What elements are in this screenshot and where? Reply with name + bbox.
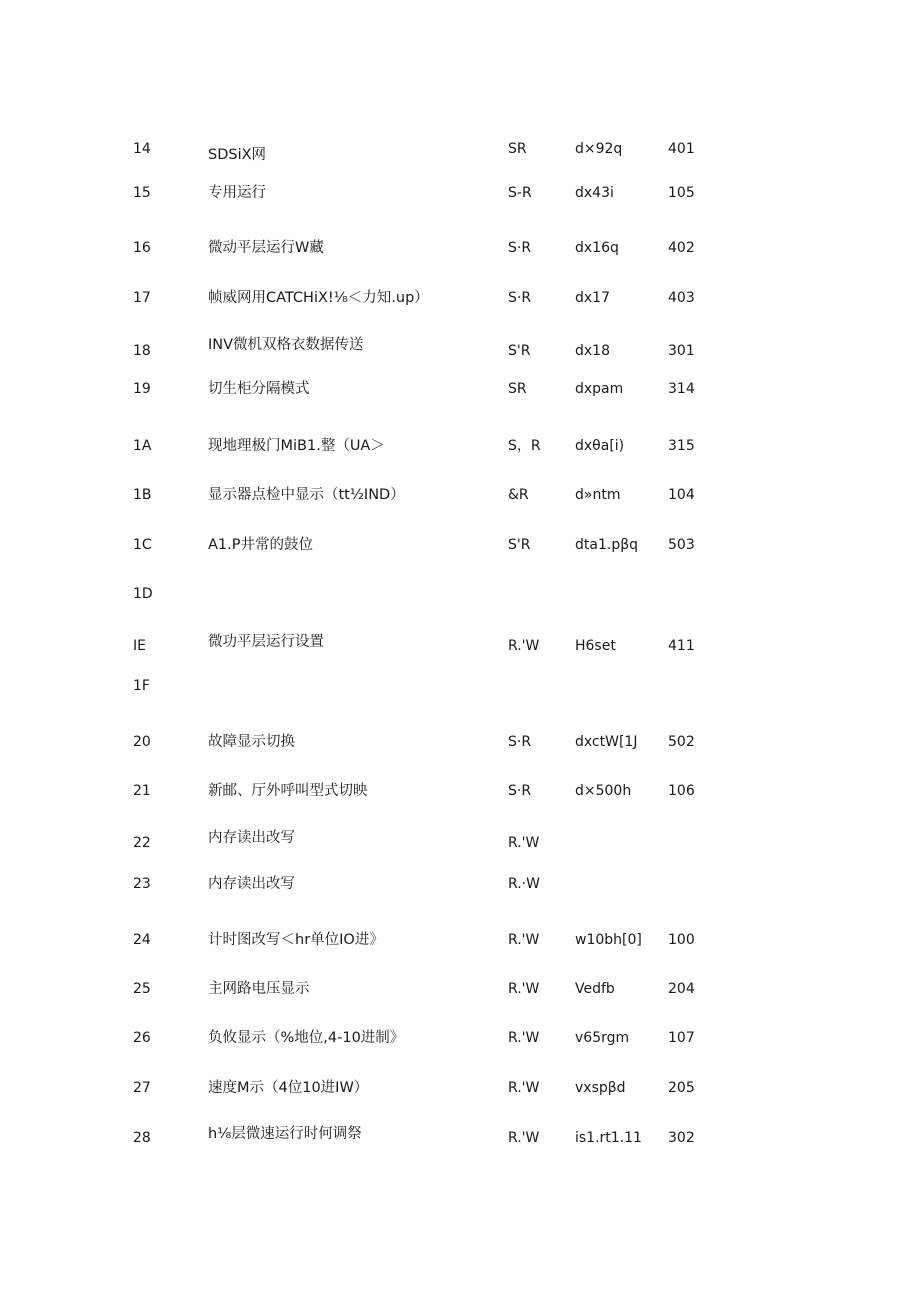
row-code: 16: [133, 240, 151, 256]
row-symbol: v65rgm: [575, 1030, 630, 1046]
row-code: 28: [133, 1130, 151, 1146]
row-number: 100: [668, 932, 695, 948]
row-symbol: d»ntm: [575, 487, 621, 503]
row-access: R.·W: [508, 876, 540, 892]
row-name: h⅛层微速运行时何调祭: [208, 1126, 362, 1142]
table-row: [0, 534, 920, 558]
row-symbol: dta1.pβq: [575, 537, 639, 553]
row-number: 107: [668, 1030, 695, 1046]
row-symbol: d×92q: [575, 141, 623, 157]
table-row: [0, 378, 920, 402]
row-number: 411: [668, 638, 695, 654]
table-row: [0, 334, 920, 358]
row-symbol: dx16q: [575, 240, 619, 256]
row-name: 帧威网用CATCHiX!⅛＜力知.up）: [208, 290, 429, 306]
row-access: R.'W: [508, 638, 540, 654]
table-row: [0, 1124, 920, 1148]
row-number: 403: [668, 290, 695, 306]
row-code: 23: [133, 876, 151, 892]
row-access: S，R: [508, 438, 541, 454]
row-access: R.'W: [508, 1130, 540, 1146]
row-symbol: is1.rt1.11: [575, 1130, 642, 1146]
row-name: SDSiX网: [208, 147, 267, 163]
row-name: 新邮、厅外呼叫型式切映: [208, 783, 368, 799]
row-number: 105: [668, 185, 695, 201]
row-symbol: dxctW[1J: [575, 734, 638, 750]
row-code: 21: [133, 783, 151, 799]
row-code: 15: [133, 185, 151, 201]
table-row: [0, 182, 920, 206]
row-number: 502: [668, 734, 695, 750]
row-code: 25: [133, 981, 151, 997]
row-code: 17: [133, 290, 151, 306]
row-symbol: dxpam: [575, 381, 624, 397]
row-number: 204: [668, 981, 695, 997]
row-name: 内存读出改写: [208, 830, 295, 846]
row-symbol: dxθa[i): [575, 438, 625, 454]
row-access: SR: [508, 141, 527, 157]
row-code: 26: [133, 1030, 151, 1046]
row-access: S·R: [508, 783, 532, 799]
row-access: S'R: [508, 537, 531, 553]
table-row: [0, 828, 920, 852]
row-access: R.'W: [508, 981, 540, 997]
row-access: S-R: [508, 185, 532, 201]
row-access: R.'W: [508, 932, 540, 948]
row-code: 1F: [133, 678, 150, 694]
row-name: 微功平层运行设置: [208, 634, 324, 650]
row-access: S·R: [508, 240, 532, 256]
row-symbol: Vedfb: [575, 981, 615, 997]
row-number: 401: [668, 141, 695, 157]
row-access: R.'W: [508, 1080, 540, 1096]
row-symbol: dx17: [575, 290, 610, 306]
row-access: S'R: [508, 343, 531, 359]
row-access: S·R: [508, 734, 532, 750]
row-number: 315: [668, 438, 695, 454]
table-row: [0, 237, 920, 261]
table-row: [0, 632, 920, 656]
row-name: A1.P井常的鼓位: [208, 537, 313, 553]
table-row: [0, 484, 920, 508]
row-code: 1A: [133, 438, 152, 454]
row-code: 1D: [133, 586, 153, 602]
row-symbol: dx18: [575, 343, 610, 359]
row-name: 微动平层运行W藏: [208, 240, 324, 256]
row-symbol: dx43i: [575, 185, 614, 201]
row-code: 27: [133, 1080, 151, 1096]
table-row: [0, 731, 920, 755]
row-access: SR: [508, 381, 527, 397]
row-name: 现地理极门MiB1.整（UA＞: [208, 438, 385, 454]
row-code: 22: [133, 835, 151, 851]
row-code: 1C: [133, 537, 152, 553]
row-number: 104: [668, 487, 695, 503]
table-row: [0, 287, 920, 311]
row-name: 故障显示切换: [208, 734, 295, 750]
row-access: R.'W: [508, 835, 540, 851]
table-row: [0, 978, 920, 1002]
row-number: 314: [668, 381, 695, 397]
row-name: 专用运行: [208, 185, 266, 201]
row-code: 20: [133, 734, 151, 750]
row-name: 切生柜分隔模式: [208, 381, 310, 397]
row-name: 负攸显示（%地位,4-10进制》: [208, 1030, 405, 1046]
table-row: [0, 1027, 920, 1051]
table-row: [0, 873, 920, 897]
table-row: [0, 583, 920, 607]
table-row: [0, 780, 920, 804]
table-row: [0, 435, 920, 459]
row-name: 主网路电压显示: [208, 981, 310, 997]
row-number: 205: [668, 1080, 695, 1096]
row-symbol: H6set: [575, 638, 616, 654]
row-number: 301: [668, 343, 695, 359]
table-row: [0, 929, 920, 953]
row-symbol: w10bh[0]: [575, 932, 642, 948]
row-number: 106: [668, 783, 695, 799]
row-access: R.'W: [508, 1030, 540, 1046]
row-name: INV微机双格衣数据传送: [208, 337, 364, 353]
row-access: S·R: [508, 290, 532, 306]
row-number: 402: [668, 240, 695, 256]
table-row: [0, 138, 920, 162]
row-access: &R: [508, 487, 529, 503]
row-name: 计时图改写＜hr单位IO进》: [208, 932, 384, 948]
row-name: 速度M示（4位10进IW）: [208, 1080, 369, 1096]
table-row: [0, 675, 920, 699]
row-number: 302: [668, 1130, 695, 1146]
row-code: 19: [133, 381, 151, 397]
table-row: [0, 1077, 920, 1101]
row-code: 24: [133, 932, 151, 948]
row-code: 1B: [133, 487, 152, 503]
row-symbol: d×500h: [575, 783, 632, 799]
row-name: 显示器点检中显示（tt½IND）: [208, 487, 405, 503]
row-code: IE: [133, 638, 146, 654]
row-code: 14: [133, 141, 151, 157]
row-number: 503: [668, 537, 695, 553]
row-symbol: vxspβd: [575, 1080, 626, 1096]
row-code: 18: [133, 343, 151, 359]
row-name: 内存读出改写: [208, 876, 295, 892]
